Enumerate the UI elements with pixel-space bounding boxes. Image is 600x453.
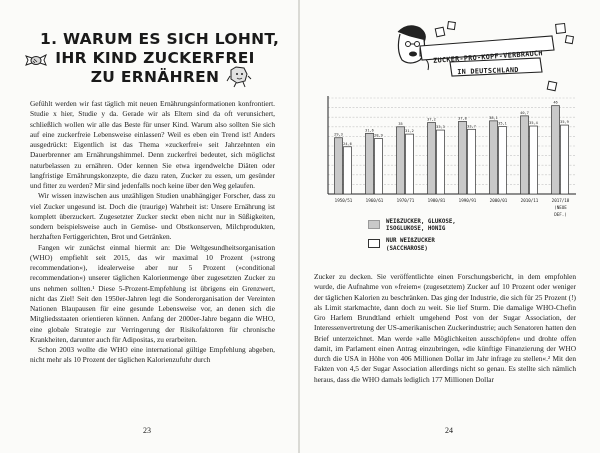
- bar-value-label: 33,3: [436, 125, 445, 130]
- bar: [552, 106, 560, 194]
- bar-value-label: 31,6: [365, 128, 374, 133]
- right-body-text: [314, 272, 576, 385]
- legend-item: [368, 238, 568, 252]
- paragraph: Schon 2003 wollte die WHO eine international gültige Empfehlung abgeben, nicht mehr als 10 Prozent der täglichen Kalorienzufuhr durch: [30, 345, 275, 365]
- bar: [344, 147, 352, 194]
- legend-label-line: NUR WEIßZUCKER: [386, 238, 435, 245]
- bar: [530, 126, 538, 194]
- legend-label-line: ISOGLUKOSE, HONIG: [386, 226, 446, 233]
- bar: [375, 139, 383, 194]
- left-body-text: [30, 99, 275, 366]
- left-page: [0, 0, 298, 453]
- banner-line: ZUCKER-PRO-KOPF-VERBRAUCH: [432, 49, 544, 65]
- bar-value-label: 35,1: [498, 121, 507, 126]
- paragraph: Wir wissen inzwischen aus unzähligen Studien unabhängiger Forscher, dass zu viel Zucker ungesund ist. Doch die (traurige) Wahrheit ist: Unsere Ernährung ist komplett überzuckert. Zugesetzter Zucker steckt eben nicht nur in Süßigkeiten, sondern beispielsweise auch in Gemüse- und Obstkonserven, Milchprodukten, herzhaften Fertiggerichten, Brot und Getränken.: [30, 191, 275, 242]
- x-tick-label: 1960/61: [365, 198, 384, 203]
- chapter-title-line: IHR KIND ZUCKERFREI: [55, 49, 255, 67]
- bar: [459, 121, 467, 194]
- bar: [490, 121, 498, 194]
- chart-legend: [368, 219, 568, 258]
- chart-svg: [314, 92, 586, 230]
- chapter-title-line: 1. WARUM ES SICH LOHNT,: [40, 30, 280, 48]
- bar: [397, 127, 405, 194]
- chart-banner-title: [420, 49, 556, 77]
- bar: [366, 133, 374, 194]
- x-tick-label: (NEUE: [554, 205, 567, 210]
- page-number: 24: [445, 426, 453, 435]
- wrapped-candy-icon: [24, 50, 48, 70]
- bar-value-label: 35: [398, 121, 403, 126]
- bar: [521, 116, 529, 194]
- paragraph: Fangen wir zunächst einmal hiermit an: Die Weltgesundheitsorganisation (WHO) empfiehlt seit 2015, das wir maximal 10 Prozent (»strong recommendation«), idealerweise aber nur 5 Prozent (»conditional recommendation«) unserer täglichen Kalorienmenge über zugesetzten Zucker zu uns nehmen sollten.¹ Diese 5-Prozent-Empfehlung ist übrigens ein Grenzwert, nicht das Ziel! Seit den 1950er-Jahren legt die Sonderorganisation der Vereinten Nationen Blaupausen für eine gesunde Lebensweise vor, an denen sich die Mitgliedsstaaten orientieren können. Anfang der 2000er-Jahre begann die WHO, eine globale Strategie zur Verringerung der Risikofaktoren für chronische Krankheiten, darunter auch für Adipositas, zu erarbeiten.: [30, 242, 275, 344]
- bar: [406, 134, 414, 194]
- legend-label-line: WEIßZUCKER, GLUKOSE,: [386, 219, 456, 225]
- paragraph: Zucker zu decken. Sie veröffentlichte einen Forschungsbericht, in dem empfohlen wurde, die Aufnahme von »freiem« (zugesetztem) Zucker auf 10 Prozent oder weniger der täglichen Kalorien zu beschränken. Das ging der Industrie, die sich für 25 Prozent (!) als Limit starkmachte, dann doch zu weit. Sie lief Sturm. Die damalige WHO-Chefin Gro Harlem Brundtland erhielt umgehend Post von der Sugar Association, der Interessenvertretung der US-amerikanischen Zuckerindustrie; auch Senatoren hatten den Brief unterzeichnet. Man werde »alle Möglichkeiten ausschöpfen« und drohte offen damit, im Parlament einen Antrag einzubringen, »die künftige Finanzierung der WHO durch die USA in Höhe von 406 Millionen Dollar im Jahr infrage zu stellen«.² Mit den Fakten von 4,5 der Sugar Association allerdings nicht so genau. Es stellte sich nämlich heraus, dass die WHO damals lediglich 177 Millionen Dollar: [314, 272, 576, 384]
- paragraph: Gefühlt werden wir fast täglich mit neuen Ernährungsinformationen konfrontiert. Studie x hier, Studie y da. Gerade wir als Eltern sind da oft verunsichert, schließlich wollen wir alle das Beste für unser Kind. Warum also sollten Sie sich auf eine zuckerfreie Lebensweise einlassen? Weil es eben ein Trend ist! Anders ausgedrückt: Eigentlich ist das Thema »zuckerfrei« seit Jahrzehnten ein Dauerbrenner am Ernährungshimmel. Denn zuckerfrei bedeutet, sich möglichst naturbelassen zu ernähren. Oder kennen Sie etwa irgendwelche Diäten oder langfristige Ernährungskonzepte, die dazu raten, Zucker zu essen, um gesünder und fitter zu werden? Mir sind jedenfalls noch keine über den Weg gelaufen.: [30, 99, 275, 190]
- chapter-title-line: ZU ERNÄHREN: [90, 68, 220, 86]
- right-page: [300, 0, 600, 453]
- x-tick-label: 2010/11: [520, 198, 539, 203]
- bar-value-label: 38,1: [489, 115, 498, 120]
- bar: [437, 130, 445, 194]
- x-tick-label: 1980/81: [427, 198, 446, 203]
- bar-value-label: 37,8: [458, 116, 467, 121]
- x-tick-label: 1950/51: [334, 198, 353, 203]
- bar-value-label: 31,2: [405, 129, 414, 134]
- legend-swatch-white: [368, 239, 380, 248]
- legend-swatch-gray: [368, 220, 380, 229]
- legend-item: [368, 219, 568, 233]
- bar: [561, 125, 569, 194]
- x-tick-label: 2000/01: [489, 198, 508, 203]
- x-tick-label: DEF.): [554, 212, 567, 217]
- sugar-consumption-chart: [314, 92, 586, 230]
- legend-label-line: (SACCHAROSE): [386, 245, 428, 252]
- x-tick-label: 1990/91: [458, 198, 477, 203]
- page-number: 23: [143, 426, 151, 435]
- candy-character-icon: [226, 62, 252, 88]
- bar-value-label: 35,4: [529, 121, 538, 126]
- bar-value-label: 35,9: [560, 120, 569, 125]
- bar-value-label: 29,3: [334, 132, 343, 137]
- bar-value-label: 37,2: [427, 117, 436, 122]
- bar-value-label: 46: [553, 100, 558, 105]
- bar-value-label: 33,7: [467, 124, 476, 129]
- x-tick-label: 1970/71: [396, 198, 415, 203]
- bar: [428, 123, 436, 194]
- banner-line: IN DEUTSCHLAND: [457, 65, 519, 77]
- bar-value-label: 24,6: [343, 141, 352, 146]
- bar: [335, 138, 343, 194]
- x-tick-label: 2017/18: [551, 198, 570, 203]
- bar-value-label: 40,7: [520, 110, 529, 115]
- bar: [499, 127, 507, 194]
- bar-value-label: 28,9: [374, 133, 383, 138]
- bar: [468, 129, 476, 194]
